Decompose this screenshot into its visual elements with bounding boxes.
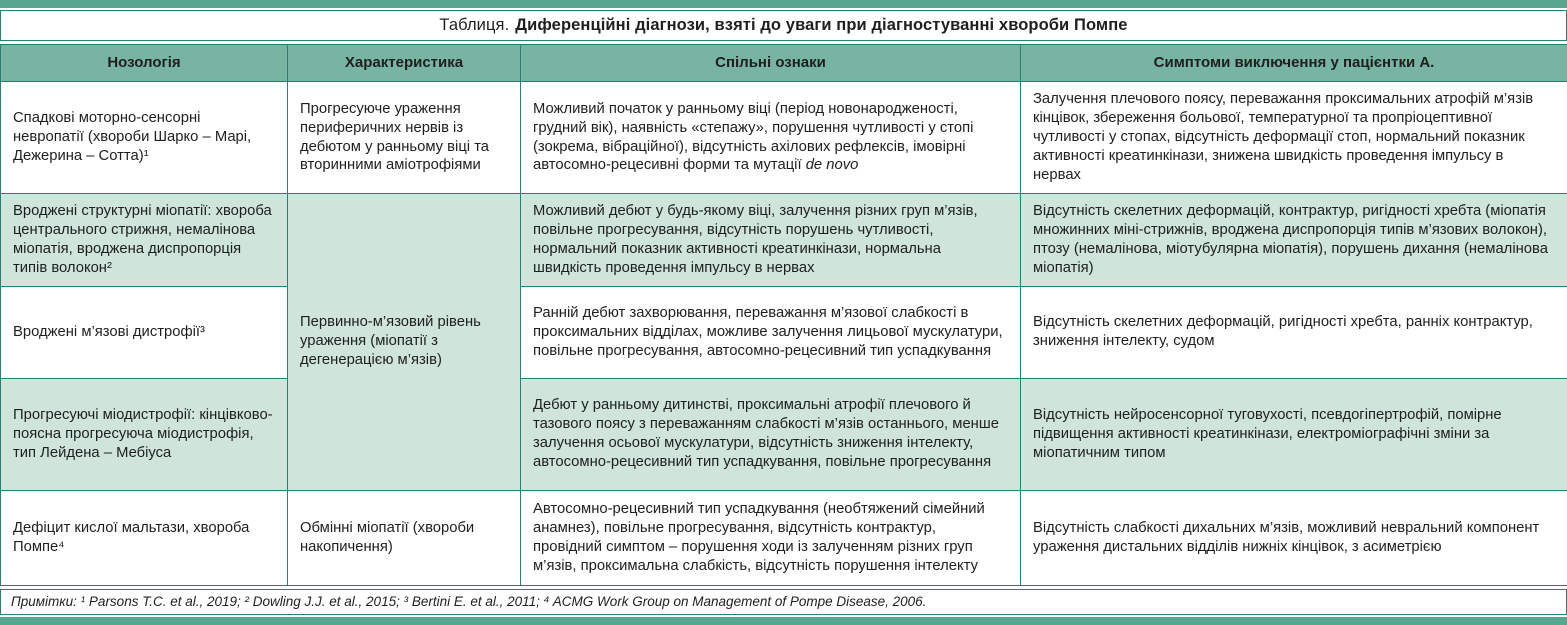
cell-common-signs (521, 82, 1021, 194)
cell-exclusion-symptoms: Відсутність скелетних деформацій, ригідності хребта, ранніх контрактур, зниження інтелекту, судом (1021, 286, 1567, 378)
table-title-label: Таблиця. (439, 16, 509, 35)
column-header-characteristic: Характеристика (288, 45, 521, 82)
footnotes-text: Примітки: ¹ Parsons T.C. et al., 2019; ² Dowling J.J. et al., 2015; ³ Bertini E. et al., 2011; ⁴ ACMG Work Group on Management of Pompe Disease, 2006. (11, 594, 926, 609)
cell-nosology: Вроджені структурні міопатії: хвороба центрального стрижня, немалінова міопатія, вроджена диспропорція типів волокон² (1, 194, 288, 287)
cell-nosology: Прогресуючі міодистрофії: кінцівково-поясна прогресуюча міодистрофія, тип Лейдена – Мебіуса (1, 378, 288, 490)
cell-characteristic: Обмінні міопатії (хвороби накопичення) (288, 490, 521, 585)
header-row (1, 45, 1567, 82)
common-signs-latin-term: de novo (806, 157, 859, 173)
column-header-exclusion-symptoms: Симптоми виключення у пацієнтки А. (1021, 45, 1567, 82)
table-title (0, 10, 1567, 41)
cell-nosology: Вроджені м’язові дистрофії³ (1, 286, 288, 378)
table-row (1, 82, 1567, 194)
footnotes (0, 589, 1567, 615)
cell-nosology: Дефіцит кислої мальтази, хвороба Помпе⁴ (1, 490, 288, 585)
cell-exclusion-symptoms: Відсутність нейросенсорної туговухості, псевдогіпертрофій, помірне підвищення активності креатинкінази, електроміографічні зміни за міопатичним типом (1021, 378, 1567, 490)
cell-exclusion-symptoms: Відсутність слабкості дихальних м’язів, можливий невральний компонент ураження дистальних відділів нижніх кінцівок, з асиметрією (1021, 490, 1567, 585)
cell-characteristic-merged: Первинно-м’язовий рівень ураження (міопатії з дегенерацією м’язів) (288, 194, 521, 491)
table-row (1, 286, 1567, 378)
cell-nosology: Спадкові моторно-сенсорні невропатії (хвороби Шарко – Марі, Дежерина – Сотта)¹ (1, 82, 288, 194)
column-header-nosology: Нозологія (1, 45, 288, 82)
table-header (1, 45, 1567, 82)
column-header-common-signs: Спільні ознаки (521, 45, 1021, 82)
cell-exclusion-symptoms: Залучення плечового поясу, переважання проксимальних атрофій м’язів кінцівок, збереження больової, температурної та пропріоцептивної чутливості у стопах, відсутність деформації стоп, нормальний показник активності креатинкінази, знижена швидкість проведення імпульсу в нервах (1021, 82, 1567, 194)
cell-common-signs: Ранній дебют захворювання, переважання м’язової слабкості в проксимальних відділах, можливе залучення лицьової мускулатури, повільне прогресування, автосомно-рецесивний тип успадкування (521, 286, 1021, 378)
table-row (1, 378, 1567, 490)
table-row (1, 490, 1567, 585)
cell-exclusion-symptoms: Відсутність скелетних деформацій, контрактур, ригідності хребта (міопатія множинних міні-стрижнів, вроджена диспропорція типів м’язових волокон), птозу (немалінова, міотубулярна міопатія), порушень дихання (немалінова міопатія) (1021, 194, 1567, 287)
common-signs-text: Можливий початок у ранньому віці (період новонародженості, грудний вік), наявність «степажу», порушення чутливості у стопі (зокрема, вібраційної), відсутність ахілових рефлексів, імовірні автосомно-рецесивні форми та мутації (533, 101, 973, 174)
top-accent-bar (0, 0, 1567, 8)
differential-diagnosis-table (0, 44, 1567, 586)
cell-common-signs: Автосомно-рецесивний тип успадкування (необтяжений сімейний анамнез), повільне прогресування, відсутність контрактур, провідний симптом – порушення ходи із залученням різних груп м’язів, проксимальна слабкість, відсутність порушення інтелекту (521, 490, 1021, 585)
table-title-text: Диференційні діагнози, взяті до уваги при діагностуванні хвороби Помпе (515, 16, 1127, 35)
cell-common-signs: Можливий дебют у будь-якому віці, залучення різних груп м’язів, повільне прогресування, відсутність порушень чутливості, нормальний показник активності креатинкінази, нормальна швидкість проведення імпульсу в нервах (521, 194, 1021, 287)
table-row (1, 194, 1567, 287)
cell-common-signs: Дебют у ранньому дитинстві, проксимальні атрофії плечового й тазового поясу з переважанням слабкості м’язів останнього, менше залучення осьової мускулатури, відсутність зниження інтелекту, автосомно-рецесивний тип успадкування, повільне прогресування (521, 378, 1021, 490)
cell-characteristic: Прогресуюче ураження периферичних нервів із дебютом у ранньому віці та вторинними аміотрофіями (288, 82, 521, 194)
